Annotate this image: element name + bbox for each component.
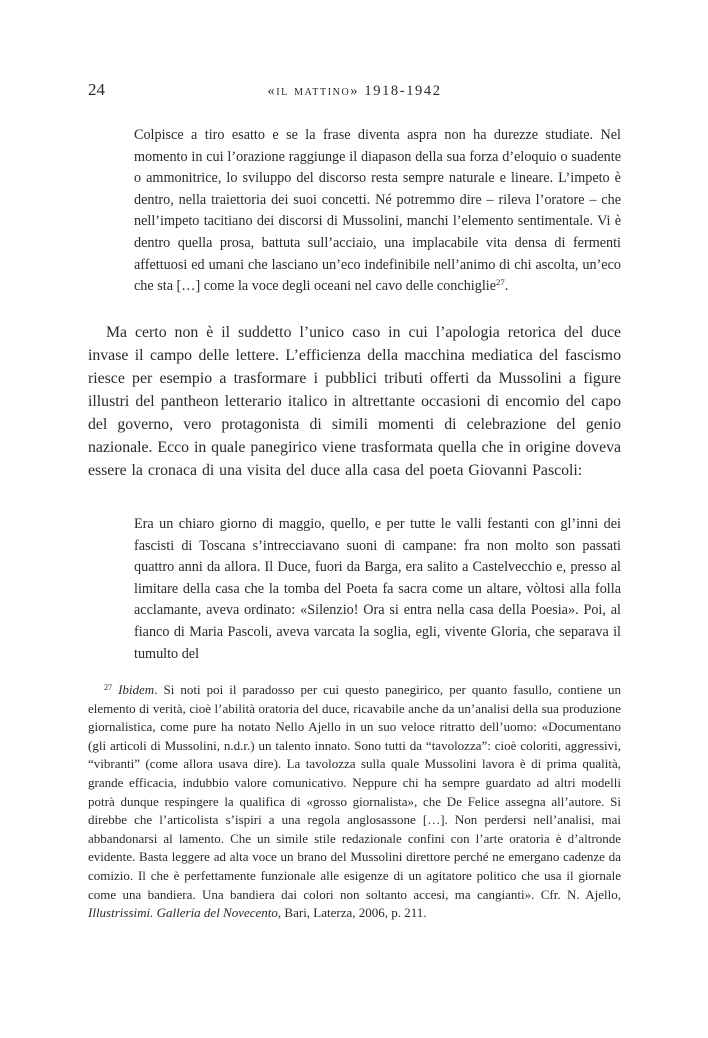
footnote-body-text: . Si noti poi il paradosso per cui questo panegirico, per quanto fasullo, contiene un elemento di verità, cioè l’abilità oratoria del duce, ricavabile anche da un’analisi della sua produzione giornalistica, come pure ha notato Nello Ajello in un suo veloce ritratto dell’uomo: «Documentano (gli articoli di Mussolini, n.d.r.) un talento innato. Sono tutti da “tavolozza”: cioè coloriti, aggressivi, “vibranti” (come allora usava dire). La tavolozza sulla quale Mussolini lavora è di prima qualità, grande efficacia, indubbio valore comunicativo. Neppure chi ha sempre guardato ad altri modelli potrà dunque respingere la qualifica di «grosso giornalista», che De Felice assegna all’autore. Si direbbe che l’articolista s’ispiri a una regola anglosassone […]. Non perdersi nell’analisi, mai abbandonarsi al lamento. Che un simile stile redazionale confini con l’arte oratoria è d’altronde evidente. Basta leggere ad alta voce un brano del Mussolini direttore perché ne emergano cadenze da comizio. Il che è perfettamente funzionale alle esigenze di un agitatore politico che usa il giornale come una bandiera. Una bandiera dai colori non soltanto accesi, ma cangianti». Cfr. N. Ajello, [88, 682, 622, 902]
quotation-pascoli-visit: Era un chiaro giorno di maggio, quello, e per tutte le valli festanti con gl’inni dei fascisti di Toscana s’intrecciavano suoni di campane: fra non molto son passati quattro anni da allora. Il Duce, fuori da Barga, era salito a Castelvecchio e, presso al limitare della casa che la tomba del Poeta fa sacra come un altare, vòltosi alla folla acclamante, aveva ordinato: «Silenzio! Ora si entra nella casa della Poesia». Poi, al fianco di Maria Pascoli, aveva varcata la soglia, egli, vivente Gloria, che separava il tumulto del [134, 516, 621, 662]
footnote-ibidem: Ibidem [118, 682, 155, 697]
quotation-oratory [134, 125, 621, 298]
quotation-oratory-text: Colpisce a tiro esatto e se la frase diventa aspra non ha durezze studiate. Nel momento in cui l’orazione raggiunge il diapason della sua forza d’eloquio o suadente o ammonitrice, lo sviluppo del discorso resta sempre naturale e lineare. L’impeto è dentro, nella traiettoria dei suoi concetti. Né potremmo dire – rileva l’oratore – che nell’impeto tacitiano dei discorsi di Mussolini, manchi l’elemento sentimentale. Vi è dentro quella prosa, battuta sull’acciaio, una implacabile vita densa di fermenti affettuosi ed umani che lasciano un’eco indefinibile nell’animo di chi ascolta, un’eco che sta […] come la voce degli oceani nel cavo delle conchiglie [134, 127, 621, 295]
footnote-citation-tail: , Bari, Laterza, 2006, p. 211. [277, 905, 427, 921]
footnote-reference-27: 27 [496, 277, 505, 288]
footnote-work-title: Illustrissimi. Galleria del Novecento [88, 905, 278, 921]
body-paragraph: Ma certo non è il suddetto l’unico caso in cui l’apologia retorica del duce invase il campo delle lettere. L’efficienza della macchina mediatica del fascismo riesce per esempio a trasformare i pubblici tributi offerti da Mussolini a figure illustri del pantheon letterario italico in altrettante occasioni di encomio del capo del governo, vero protagonista di simili momenti di celebrazione del genio nazionale. Ecco in quale panegirico viene trasformata quella che in origine doveva essere la cronaca di una visita del duce alla casa del poeta Giovanni Pascoli: [88, 324, 621, 479]
footnote-marker-27: 27 [104, 682, 113, 692]
footnote-27 [88, 681, 621, 923]
quotation-oratory-closing: . [504, 278, 509, 295]
page-number: 24 [88, 80, 105, 99]
running-header: «il mattino» 1918-1942 [267, 83, 442, 99]
